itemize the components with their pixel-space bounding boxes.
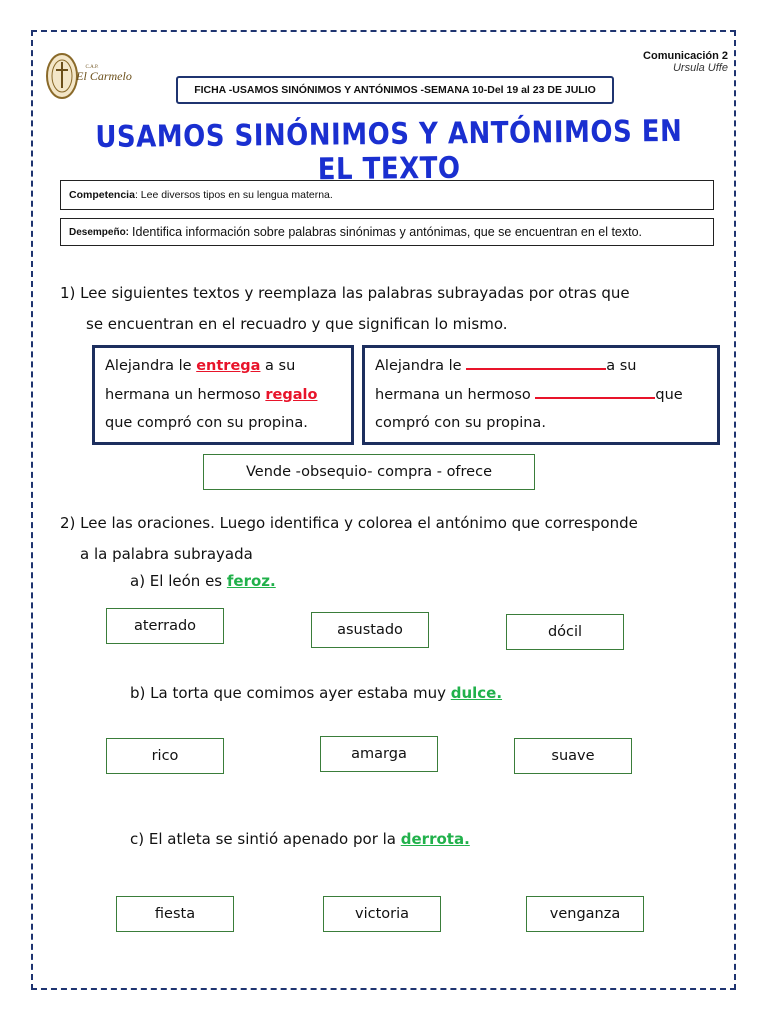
underlined-word-entrega: entrega (196, 358, 261, 374)
desempeno-box (60, 218, 714, 246)
option-amarga[interactable]: amarga (320, 736, 438, 772)
item-a-text: a) El león es (130, 572, 227, 590)
item-c-text: c) El atleta se sintió apenado por la (130, 830, 401, 848)
question-1 (60, 278, 720, 340)
competencia-text: : Lee diversos tipos en su lengua materna. (134, 189, 333, 201)
logo-text: El Carmelo (76, 69, 132, 83)
box1-text-b: a su (260, 358, 296, 374)
item-c-dot: . (464, 830, 470, 848)
desempeno-text: Identifica información sobre palabras sinónimas y antónimas, que se encuentran en el texto. (132, 225, 643, 239)
answer-blank-2[interactable] (535, 383, 655, 399)
answer-blank-1[interactable] (466, 354, 606, 370)
option-fiesta[interactable]: fiesta (116, 896, 234, 932)
competencia-label: Competencia (69, 189, 135, 201)
underlined-word-dulce: dulce (450, 684, 497, 702)
example-text-box (92, 345, 354, 445)
question-2-line1: 2) Lee las oraciones. Luego identifica y colorea el antónimo que corresponde (60, 514, 638, 532)
box2-text-c: hermana un hermoso (375, 386, 536, 403)
competencia-box (60, 180, 714, 210)
item-c-sentence (130, 830, 470, 848)
ficha-banner: FICHA -USAMOS SINÓNIMOS Y ANTÓNIMOS -SEMANA 10-Del 19 al 23 DE JULIO (176, 76, 614, 104)
item-b-text: b) La torta que comimos ayer estaba muy (130, 684, 451, 702)
subject-label: Comunicación 2 (643, 50, 728, 62)
box1-text-c: hermana un hermoso (105, 386, 266, 403)
option-asustado[interactable]: asustado (311, 612, 429, 648)
author-label: Ursula Uffe (672, 62, 728, 74)
option-rico[interactable]: rico (106, 738, 224, 774)
box2-text-a: Alejandra le (375, 358, 467, 374)
item-a-dot: . (270, 572, 276, 590)
page-title: USAMOS SINÓNIMOS Y ANTÓNIMOS EN EL TEXTO (95, 114, 683, 188)
option-aterrado[interactable]: aterrado (106, 608, 224, 644)
question-1-line2: se encuentran en el recuadro y que significan lo mismo. (86, 315, 508, 333)
question-2-line2: a la palabra subrayada (80, 545, 253, 563)
box1-text-d: que compró con su propina. (105, 415, 308, 431)
word-bank: Vende -obsequio- compra - ofrece (203, 454, 535, 490)
underlined-word-regalo: regalo (265, 386, 318, 403)
item-b-dot: . (496, 684, 503, 702)
underlined-word-feroz: feroz (226, 572, 271, 590)
box2-text-d: que (655, 386, 683, 403)
item-b-sentence (130, 684, 502, 702)
option-venganza[interactable]: venganza (526, 896, 644, 932)
question-2 (60, 508, 730, 570)
box1-text-a: Alejandra le (105, 358, 197, 374)
option-suave[interactable]: suave (514, 738, 632, 774)
box2-text-e: compró con su propina. (375, 415, 546, 431)
header-info (643, 50, 728, 74)
box2-text-b: a su (606, 358, 637, 374)
school-logo (46, 48, 146, 108)
question-1-line1: 1) Lee siguientes textos y reemplaza las palabras subrayadas por otras que (60, 284, 630, 302)
item-a-sentence (130, 572, 276, 590)
underlined-word-derrota: derrota (400, 830, 465, 848)
logo-small-text: C.A.P. (85, 65, 99, 70)
answer-text-box (362, 345, 720, 445)
option-victoria[interactable]: victoria (323, 896, 441, 932)
desempeno-label: Desempeño: (69, 226, 130, 238)
option-docil[interactable]: dócil (506, 614, 624, 650)
